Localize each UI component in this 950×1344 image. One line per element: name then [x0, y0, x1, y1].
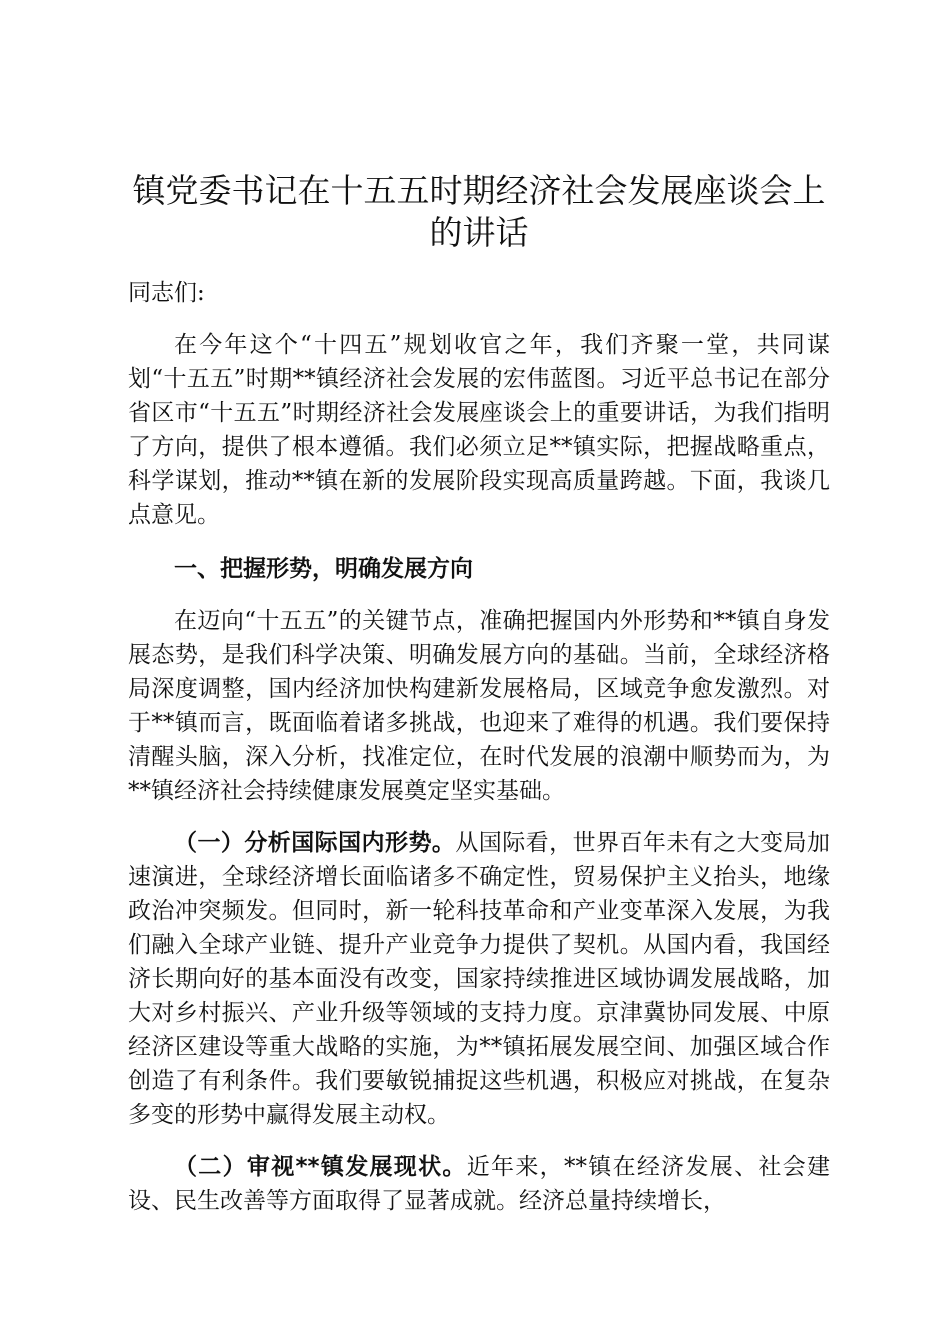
document-title: 镇党委书记在十五五时期经济社会发展座谈会上的讲话 [132, 171, 826, 252]
subsection-2-body: 近年来，**镇在经济发展、社会建设、民生改善等方面取得了显著成就。经济总量持续增长， [128, 1154, 831, 1214]
subsection-2-lead: （二）审视**镇发展现状。 [174, 1154, 467, 1180]
section-1-paragraph: 在迈向“十五五”的关键节点，准确把握国内外形势和**镇自身发展态势，是我们科学决策、明确发展方向的基础。当前，全球经济格局深度调整，国内经济加快构建新发展格局，区域竞争愈发激烈。对于**镇而言，既面临着诸多挑战，也迎来了难得的机遇。我们要保持清醒头脑，深入分析，找准定位，在时代发展的浪潮中顺势而为，为**镇经济社会持续健康发展奠定坚实基础。 [128, 608, 830, 804]
document-page [128, 170, 830, 1218]
section-1-heading: 一、把握形势，明确发展方向 [174, 556, 473, 582]
subsection-1-paragraph [128, 826, 830, 1132]
subsection-2-paragraph [128, 1150, 830, 1218]
subsection-1-body: 从国际看，世界百年未有之大变局加速演进，全球经济增长面临诸多不确定性，贸易保护主义抬头，地缘政治冲突频发。但同时，新一轮科技革命和产业变革深入发展，为我们融入全球产业链、提升产业竞争力提供了契机。从国内看，我国经济长期向好的基本面没有改变，国家持续推进区域协调发展战略，加大对乡村振兴、产业升级等领域的支持力度。京津冀协同发展、中原经济区建设等重大战略的实施，为**镇拓展发展空间、加强区域合作创造了有利条件。我们要敏锐捕捉这些机遇，积极应对挑战，在复杂多变的形势中赢得发展主动权。 [128, 830, 831, 1128]
subsection-1-lead: （一）分析国际国内形势。 [174, 830, 456, 856]
salutation: 同志们: [128, 280, 205, 306]
intro-paragraph: 在今年这个“十四五”规划收官之年，我们齐聚一堂，共同谋划“十五五”时期**镇经济社会发展的宏伟蓝图。习近平总书记在部分省区市“十五五”时期经济社会发展座谈会上的重要讲话，为我们指明了方向，提供了根本遵循。我们必须立足**镇实际，把握战略重点，科学谋划，推动**镇在新的发展阶段实现高质量跨越。下面，我谈几点意见。 [128, 332, 830, 528]
